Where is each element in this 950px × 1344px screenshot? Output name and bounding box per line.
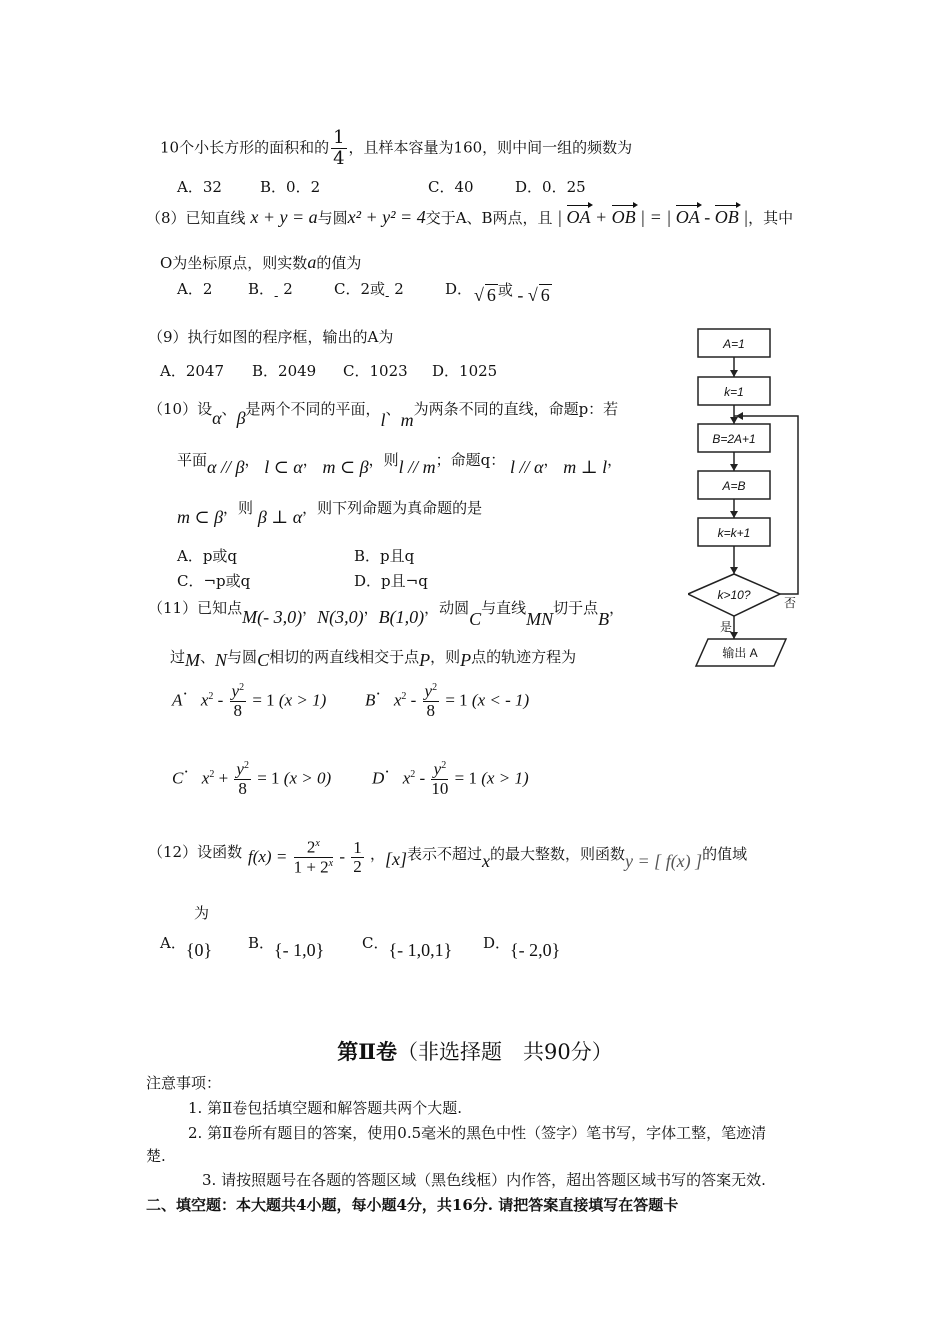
flowchart — [688, 326, 818, 676]
q10-line3: m ⊂ β，则 β ⊥ α，则下列命题为真命题的是 — [177, 499, 483, 527]
q12-option-c: C．{- 1,0,1} — [362, 934, 453, 960]
flow-box2-text: k=1 — [724, 385, 744, 399]
q9-option-b: B．2049 — [252, 362, 317, 380]
q10-option-d: D．p且¬q — [354, 572, 428, 590]
flow-output-text: 输出 A — [722, 646, 758, 660]
q8-line2: O为坐标原点，则实数a的值为 — [160, 252, 362, 272]
flow-box3-text: B=2A+1 — [712, 432, 756, 446]
q12-option-a: A．{0} — [160, 934, 213, 960]
q9-option-d: D．1025 — [432, 362, 498, 380]
flow-cond-text: k>10? — [717, 588, 751, 602]
q10-line1: （10）设α、β是两个不同的平面，l、m为两条不同的直线，命题p：若 — [148, 400, 619, 430]
notice-item-2-cont: 楚. — [146, 1147, 166, 1165]
q11-option-c: C· $x^2$ + $\frac{y^2}{8}$ = 1 (x > 0) — [172, 759, 332, 799]
q7-fraction: $\frac{1}{4}$ — [333, 127, 345, 169]
q8-stem: （8）已知直线 x + y = a与圆x² + y² = 4交于A、B两点，且 | OA + OB | = | OA - OB |，其中 — [146, 207, 794, 227]
notice-item-1: 1. 第Ⅱ卷包括填空题和解答题共两个大题. — [188, 1099, 463, 1117]
q10-line2: 平面α // β， l ⊂ α， m ⊂ β，则l // m；命题q： l // α， m ⊥ l， — [177, 451, 623, 477]
q8-option-c: C．2或- 2 — [334, 280, 404, 304]
notice-item-2: 2. 第Ⅱ卷所有题目的答案，使用0.5毫米的黑色中性（签字）笔书写，字体工整，笔迹清 — [188, 1124, 767, 1142]
q12-line2: 为 — [194, 904, 210, 922]
flow-no-label: 否 — [784, 596, 797, 610]
q11-line1: （11）已知点M(- 3,0)，N(3,0)，B(1,0)，动圆C与直线MN切于点B， — [148, 599, 625, 629]
q7-option-c: C．40 — [428, 178, 474, 196]
q11-option-b: B· $x^2$ - $\frac{y^2}{8}$ = 1 (x < - 1) — [365, 681, 530, 721]
q7-stem — [160, 128, 632, 169]
flow-box1-text: A=1 — [723, 337, 745, 351]
q11-option-a: A· $x^2$ - $\frac{y^2}{8}$ = 1 (x > 1) — [172, 681, 327, 721]
q10-option-b: B．p且q — [354, 547, 415, 565]
q9-option-a: A．2047 — [160, 362, 225, 380]
q9-option-c: C．1023 — [343, 362, 408, 380]
q12-function: f(x) = $\frac{2^x}{1 + 2^x}$ - $\frac{1}{2}$ — [248, 837, 362, 877]
q12-option-d: D．{- 2,0} — [483, 934, 561, 960]
q11-option-d: D· $x^2$ - $\frac{y^2}{10}$ = 1 (x > 1) — [372, 759, 529, 799]
section-fill-in-heading: 二、填空题：本大题共4小题，每小题4分，共16分. 请把答案直接填写在答题卡 — [146, 1196, 679, 1214]
q8-option-d-value: √ 6 $^或$ - √ 6 — [474, 281, 550, 305]
q8-circle-eq: x² + y² = 4 — [347, 207, 426, 227]
q8-option-b: B．- 2 — [248, 280, 293, 304]
flow-box4-text: A=B — [722, 479, 746, 493]
q9-stem: （9）执行如图的程序框，输出的A为 — [148, 328, 394, 346]
flow-box5-text: k=k+1 — [717, 526, 751, 540]
q7-stem-b: ，且样本容量为160，则中间一组的频数为 — [348, 138, 633, 157]
q8-option-d: D． — [445, 280, 473, 298]
notice-heading: 注意事项： — [146, 1074, 222, 1092]
q8-line-eq: x + y = a — [250, 207, 318, 227]
q10-option-c: C．¬p或q — [177, 572, 251, 590]
flow-yes-label: 是 — [720, 620, 733, 634]
part2-title: 第Ⅱ卷（非选择题 共90分） — [337, 1039, 613, 1064]
q12-line1-rest: ，[x]表示不超过x的最大整数，则函数y = [ f(x) ]的值域 — [370, 845, 748, 871]
q12-option-b: B．{- 1,0} — [248, 934, 325, 960]
q7-option-a: A．32 — [177, 178, 222, 196]
q10-option-a: A．p或q — [177, 547, 238, 565]
q8-vector-condition: | OA + OB | = | OA - OB | — [552, 207, 749, 227]
q7-stem-a: 10个小长方形的面积和的 — [160, 138, 330, 157]
notice-item-3: 3. 请按照题号在各题的答题区域（黑色线框）内作答，超出答题区域书写的答案无效. — [202, 1171, 766, 1189]
q11-line2: 过M、N与圆C相切的两直线相交于点P，则P点的轨迹方程为 — [170, 648, 577, 670]
q7-option-d: D．0．25 — [515, 178, 586, 196]
q7-option-b: B．0．2 — [260, 178, 321, 196]
q8-option-a: A．2 — [177, 280, 213, 298]
q12-line1: （12）设函数 — [148, 843, 243, 861]
